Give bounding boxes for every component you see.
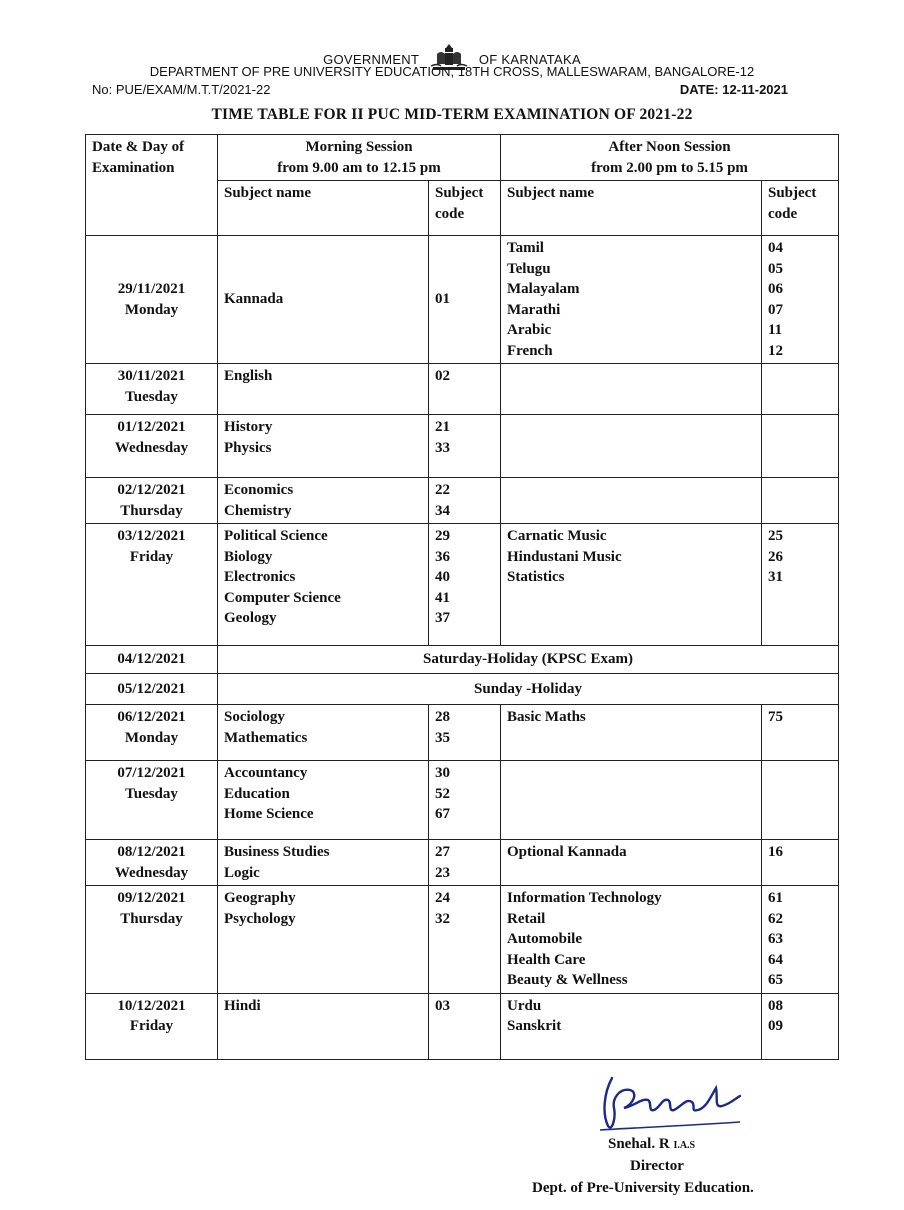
subject-name: Mathematics xyxy=(224,729,308,746)
morning-subject-name-header-text: Subject name xyxy=(224,185,312,201)
exam-date: 10/12/2021 xyxy=(117,997,186,1014)
subject-name: Basic Maths xyxy=(507,709,586,725)
subject-code: 01 xyxy=(435,291,450,308)
subject-code: 40 xyxy=(435,569,450,585)
subject-name: Geography xyxy=(224,890,296,906)
subject-name: Sociology xyxy=(224,709,285,725)
morning-code-cell xyxy=(429,364,501,415)
exam-day: Wednesday xyxy=(114,439,189,456)
subject-name: Retail xyxy=(507,910,546,927)
afternoon-subject-cell xyxy=(501,524,762,646)
timetable-body xyxy=(86,236,839,1060)
morning-code-header-line2: code xyxy=(435,205,465,222)
subject-name: Psychology xyxy=(224,910,296,927)
exam-date: 03/12/2021 xyxy=(117,528,186,544)
table-row xyxy=(86,524,839,646)
subject-name: French xyxy=(507,342,553,359)
holiday-cell: Saturday-Holiday (KPSC Exam) xyxy=(218,646,839,674)
subject-code: 06 xyxy=(768,281,783,297)
subject-code: 36 xyxy=(435,548,450,565)
subject-code: 21 xyxy=(435,419,450,435)
exam-date: 08/12/2021 xyxy=(117,844,186,860)
exam-day: Friday xyxy=(129,548,174,565)
exam-date-cell xyxy=(86,646,218,674)
exam-date: 04/12/2021 xyxy=(117,651,186,668)
exam-date: 02/12/2021 xyxy=(117,482,186,498)
exam-date-cell xyxy=(86,705,218,761)
subject-code: 11 xyxy=(768,322,783,338)
exam-date-cell xyxy=(86,840,218,886)
subject-name: English xyxy=(224,368,273,384)
morning-subject-cell xyxy=(218,993,429,1059)
subject-name: Optional Kannada xyxy=(507,844,627,860)
holiday-cell: Sunday -Holiday xyxy=(218,674,839,705)
morning-subject-cell xyxy=(218,840,429,886)
subject-code: 29 xyxy=(435,528,450,544)
subject-name: Information Technology xyxy=(507,890,662,906)
subject-name: Statistics xyxy=(507,569,565,585)
subject-name: Business Studies xyxy=(224,844,330,860)
morning-code-cell xyxy=(429,761,501,840)
afternoon-code-cell xyxy=(762,993,839,1059)
morning-subject-cell xyxy=(218,415,429,478)
subject-code: 04 xyxy=(768,240,783,256)
subject-name: Geology xyxy=(224,610,277,626)
subject-name: Chemistry xyxy=(224,502,292,519)
table-row xyxy=(86,886,839,994)
subject-name: Telugu xyxy=(507,260,551,277)
morning-subject-cell xyxy=(218,364,429,415)
exam-date: 29/11/2021 xyxy=(117,281,186,297)
subject-name: Hindi xyxy=(224,997,261,1014)
exam-date-cell xyxy=(86,761,218,840)
subject-code: 24 xyxy=(435,890,450,906)
subject-code: 28 xyxy=(435,709,450,725)
gov-left-text: GOVERNMENT xyxy=(323,52,419,67)
exam-day: Tuesday xyxy=(125,785,178,802)
afternoon-code-cell xyxy=(762,478,839,524)
afternoon-code-cell xyxy=(762,761,839,840)
exam-date-cell xyxy=(86,886,218,994)
morning-subject-cell xyxy=(218,524,429,646)
subject-code: 27 xyxy=(435,844,450,860)
morning-code-cell xyxy=(429,886,501,994)
morning-code-cell xyxy=(429,524,501,646)
gov-right-text: OF KARNATAKA xyxy=(478,52,581,67)
afternoon-code-cell xyxy=(762,524,839,646)
morning-subject-cell xyxy=(218,478,429,524)
afternoon-session-time: from 2.00 pm to 5.15 pm xyxy=(591,159,748,176)
date-column-header xyxy=(86,135,218,236)
morning-session-title: Morning Session xyxy=(305,139,413,155)
afternoon-subject-cell xyxy=(501,478,762,524)
morning-code-cell xyxy=(429,236,501,364)
subject-code: 25 xyxy=(768,528,783,544)
subject-code: 65 xyxy=(768,972,783,988)
subject-code: 41 xyxy=(435,589,450,606)
table-row xyxy=(86,993,839,1059)
afternoon-subject-cell xyxy=(501,364,762,415)
subject-code: 30 xyxy=(435,765,450,781)
header-row-sessions xyxy=(86,135,839,181)
exam-date-cell xyxy=(86,478,218,524)
subject-code: 26 xyxy=(768,548,783,565)
afternoon-code-header-line2: code xyxy=(768,205,798,222)
afternoon-session-header xyxy=(501,135,839,181)
subject-name: Tamil xyxy=(507,240,544,256)
subject-code: 52 xyxy=(435,785,450,802)
subject-name: Economics xyxy=(224,482,294,498)
subject-code: 75 xyxy=(768,709,783,725)
subject-code: 22 xyxy=(435,482,450,498)
subject-name: Kannada xyxy=(224,291,284,308)
exam-day: Monday xyxy=(124,301,179,318)
exam-date-cell xyxy=(86,524,218,646)
morning-code-cell xyxy=(429,478,501,524)
morning-subject-cell xyxy=(218,705,429,761)
morning-subject-code-header xyxy=(429,181,501,236)
afternoon-code-cell xyxy=(762,840,839,886)
subject-code: 23 xyxy=(435,864,450,881)
exam-day: Thursday xyxy=(120,910,183,927)
subject-name: Home Science xyxy=(224,806,314,822)
morning-code-cell xyxy=(429,705,501,761)
afternoon-subject-cell xyxy=(501,886,762,994)
table-row xyxy=(86,478,839,524)
morning-subject-cell xyxy=(218,236,429,364)
afternoon-subject-cell xyxy=(501,415,762,478)
morning-subject-cell xyxy=(218,886,429,994)
exam-date: 01/12/2021 xyxy=(117,419,186,435)
table-row xyxy=(86,236,839,364)
subject-name: Political Science xyxy=(224,528,328,544)
subject-code: 33 xyxy=(435,439,450,456)
exam-day: Tuesday xyxy=(125,388,178,405)
exam-date-cell xyxy=(86,415,218,478)
subject-name: Malayalam xyxy=(507,281,580,297)
subject-code: 12 xyxy=(768,342,783,359)
morning-session-time: from 9.00 am to 12.15 pm xyxy=(277,159,441,176)
table-row xyxy=(86,761,839,840)
exam-day: Thursday xyxy=(120,502,183,519)
subject-code: 62 xyxy=(768,910,783,927)
morning-code-cell xyxy=(429,993,501,1059)
exam-date: 06/12/2021 xyxy=(117,709,186,725)
morning-code-header-line1: Subject xyxy=(435,185,484,201)
subject-name: Electronics xyxy=(224,569,296,585)
afternoon-code-cell xyxy=(762,364,839,415)
signer-title: Director xyxy=(630,1158,684,1174)
subject-name: History xyxy=(224,419,273,435)
afternoon-subject-cell xyxy=(501,761,762,840)
subject-code: 07 xyxy=(768,301,783,318)
morning-subject-name-header xyxy=(218,181,429,236)
subject-name: Physics xyxy=(224,439,272,456)
signer-name xyxy=(608,1136,695,1153)
exam-date: 30/11/2021 xyxy=(117,368,186,384)
table-row xyxy=(86,364,839,415)
subject-code: 05 xyxy=(768,260,783,277)
afternoon-subject-cell xyxy=(501,840,762,886)
signer-suffix: I.A.S xyxy=(673,1140,696,1151)
signer-department: Dept. of Pre-University Education. xyxy=(532,1180,754,1196)
department-address: DEPARTMENT OF PRE UNIVERSITY EDUCATION, 18TH CROSS, MALLESWARAM, BANGALORE-12 xyxy=(149,64,755,79)
director-signature xyxy=(590,1068,760,1138)
subject-code: 08 xyxy=(768,997,783,1014)
table-row xyxy=(86,840,839,886)
subject-code: 02 xyxy=(435,368,450,384)
afternoon-subject-name-header xyxy=(501,181,762,236)
document-title: TIME TABLE FOR II PUC MID-TERM EXAMINATION OF 2021-22 xyxy=(211,106,693,123)
subject-name: Logic xyxy=(224,864,260,881)
afternoon-code-cell xyxy=(762,886,839,994)
subject-code: 32 xyxy=(435,910,450,927)
subject-code: 09 xyxy=(768,1018,783,1034)
afternoon-code-cell xyxy=(762,415,839,478)
table-row xyxy=(86,415,839,478)
morning-code-cell xyxy=(429,415,501,478)
afternoon-subject-cell xyxy=(501,993,762,1059)
subject-name: Health Care xyxy=(507,951,586,968)
table-row xyxy=(86,705,839,761)
subject-name: Biology xyxy=(224,548,273,565)
exam-date: 09/12/2021 xyxy=(117,890,186,906)
subject-name: Arabic xyxy=(507,322,552,338)
afternoon-subject-cell xyxy=(501,705,762,761)
afternoon-subject-code-header xyxy=(762,181,839,236)
table-row xyxy=(86,646,839,674)
subject-code: 63 xyxy=(768,931,783,947)
afternoon-code-cell xyxy=(762,705,839,761)
morning-subject-cell xyxy=(218,761,429,840)
exam-date: 05/12/2021 xyxy=(117,680,186,697)
subject-code: 64 xyxy=(768,951,783,968)
subject-name: Carnatic Music xyxy=(507,528,607,544)
exam-date-cell xyxy=(86,993,218,1059)
reference-number: No: PUE/EXAM/M.T.T/2021-22 xyxy=(92,82,271,97)
exam-day: Monday xyxy=(124,729,179,746)
subject-name: Marathi xyxy=(507,301,561,318)
subject-name: Hindustani Music xyxy=(507,548,622,565)
subject-name: Computer Science xyxy=(224,589,341,606)
subject-code: 16 xyxy=(768,844,783,860)
morning-session-header xyxy=(218,135,501,181)
date-column-header-text: Date & Day of Examination xyxy=(92,139,185,176)
exam-date-cell xyxy=(86,364,218,415)
subject-name: Education xyxy=(224,785,290,802)
afternoon-code-header-line1: Subject xyxy=(768,185,817,201)
exam-day: Wednesday xyxy=(114,864,189,881)
subject-code: 34 xyxy=(435,502,450,519)
table-row xyxy=(86,674,839,705)
subject-code: 35 xyxy=(435,729,450,746)
subject-name: Urdu xyxy=(507,997,542,1014)
issue-date: DATE: 12-11-2021 xyxy=(679,82,788,97)
signer-name-text: Snehal. R xyxy=(608,1136,670,1152)
afternoon-subject-name-header-text: Subject name xyxy=(507,185,595,201)
exam-date: 07/12/2021 xyxy=(117,765,186,781)
subject-name: Sanskrit xyxy=(507,1018,562,1034)
subject-code: 03 xyxy=(435,997,450,1014)
exam-date-cell xyxy=(86,236,218,364)
afternoon-session-title: After Noon Session xyxy=(608,139,731,155)
timetable xyxy=(85,134,839,1060)
subject-name: Accountancy xyxy=(224,765,308,781)
afternoon-code-cell xyxy=(762,236,839,364)
subject-code: 67 xyxy=(435,806,450,822)
subject-name: Automobile xyxy=(507,931,582,947)
exam-day: Friday xyxy=(129,1018,174,1034)
afternoon-subject-cell xyxy=(501,236,762,364)
subject-name: Beauty & Wellness xyxy=(507,972,628,988)
morning-code-cell xyxy=(429,840,501,886)
exam-date-cell xyxy=(86,674,218,705)
subject-code: 61 xyxy=(768,890,783,906)
subject-code: 37 xyxy=(435,610,450,626)
subject-code: 31 xyxy=(768,569,783,585)
